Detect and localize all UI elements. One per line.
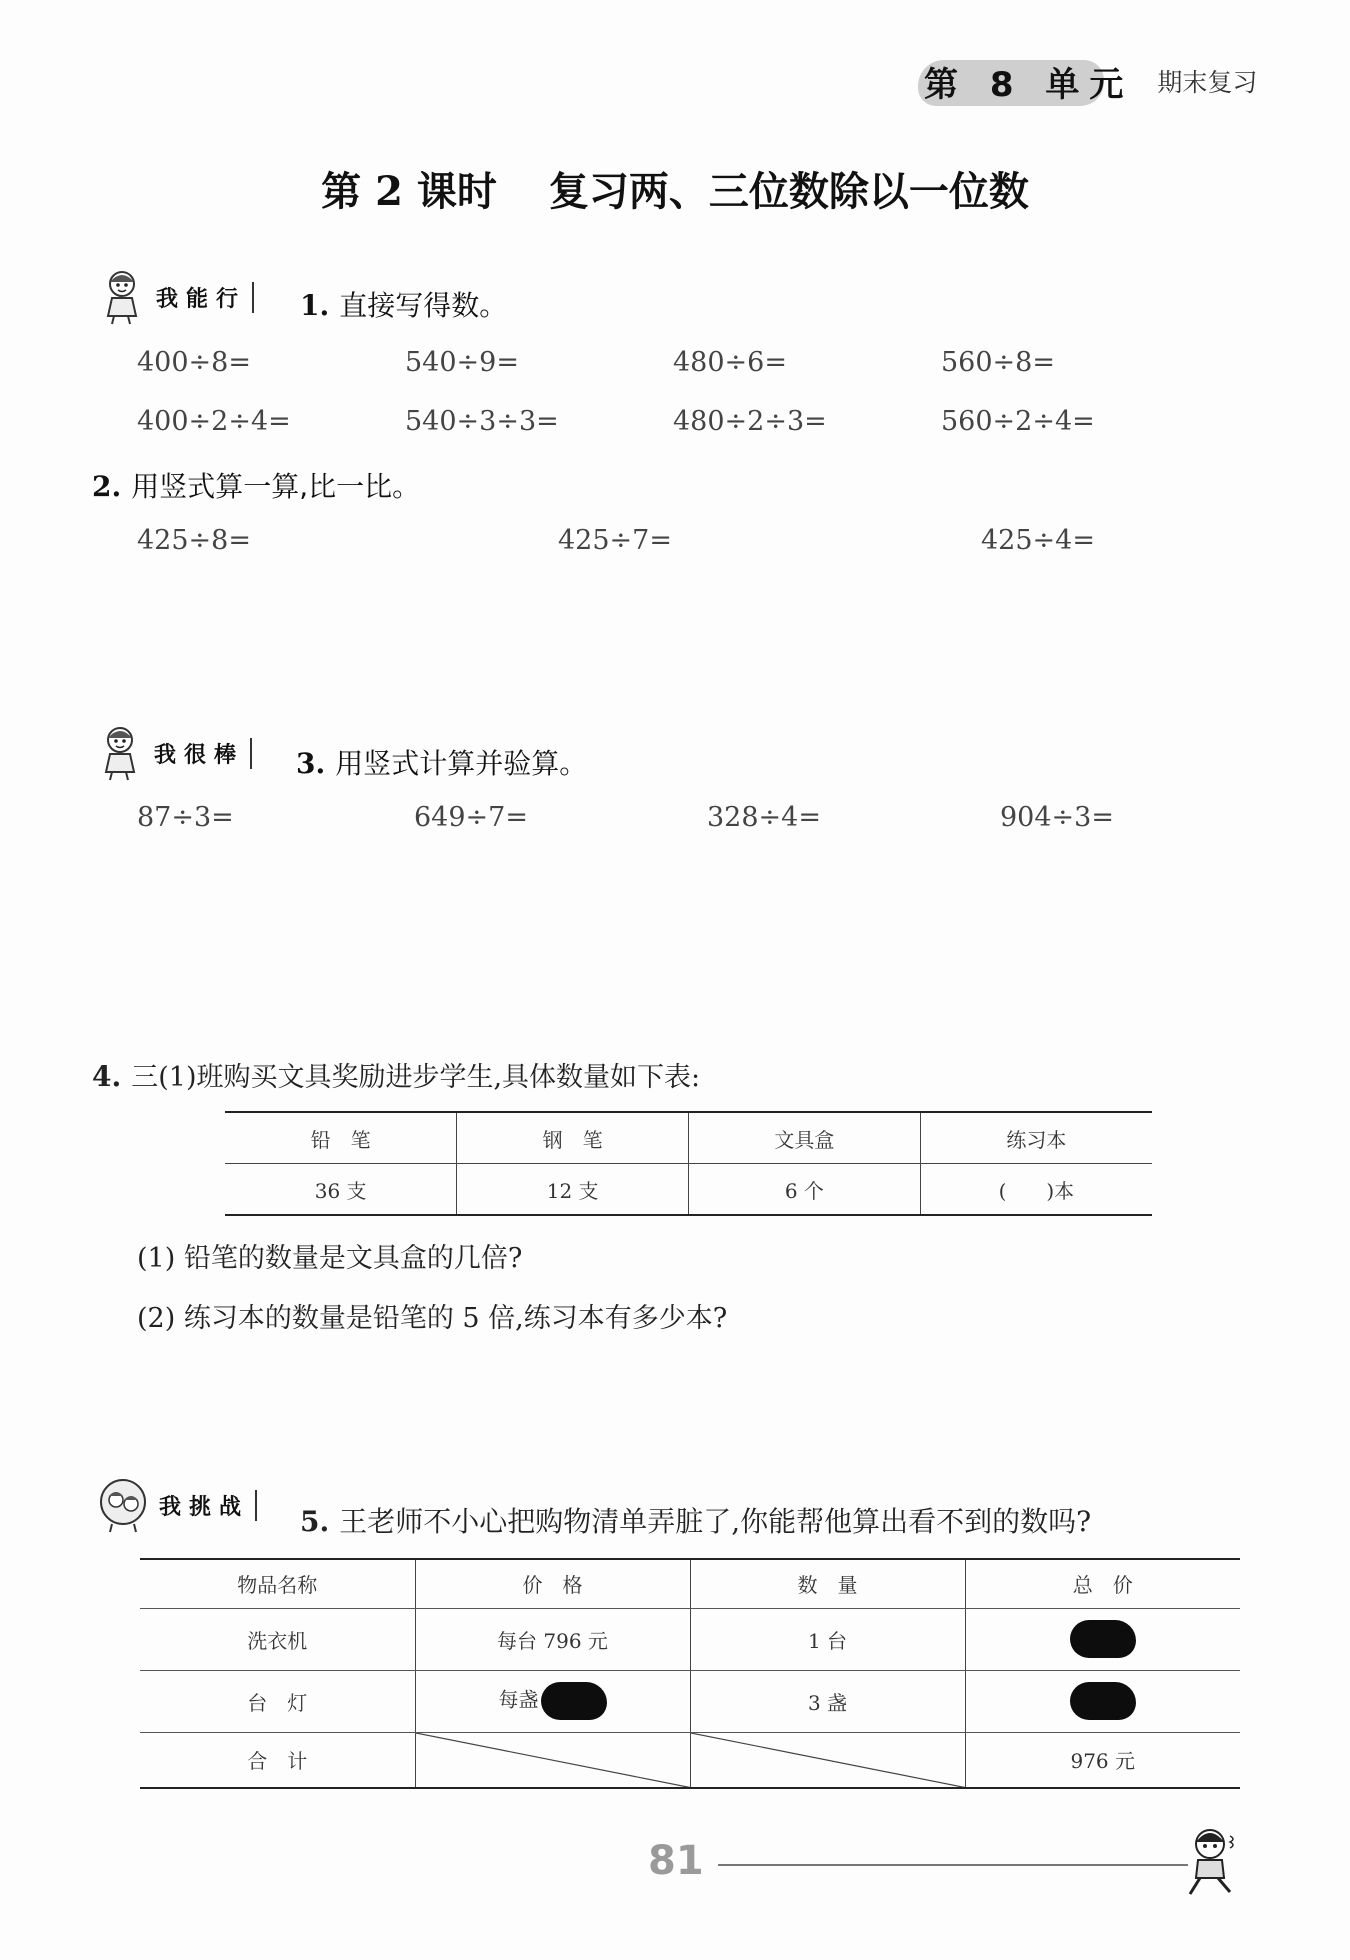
table-header-cell: 钢 笔 bbox=[457, 1112, 689, 1164]
question-4-sub-2: (2) 练习本的数量是铅笔的 5 倍,练习本有多少本? bbox=[137, 1303, 728, 1334]
table-cell-crossed bbox=[690, 1732, 965, 1788]
table-header-cell: 数 量 bbox=[690, 1559, 965, 1608]
question-1-number: 1. bbox=[300, 289, 330, 322]
table-row bbox=[225, 1164, 1152, 1216]
diagonal-line bbox=[416, 1733, 690, 1788]
badge-label: 我很棒 bbox=[154, 738, 252, 769]
table-cell: ( )本 bbox=[920, 1164, 1152, 1216]
badge-label: 我挑战 bbox=[159, 1490, 257, 1521]
question-2-text: 用竖式算一算,比一比。 bbox=[131, 470, 421, 503]
q1-expr-7: 480÷2÷3= bbox=[673, 406, 827, 437]
q2-expr-3: 425÷4= bbox=[981, 525, 1095, 556]
q3-expr-2: 649÷7= bbox=[414, 802, 528, 833]
q3-expr-4: 904÷3= bbox=[1000, 802, 1114, 833]
q1-expr-6: 540÷3÷3= bbox=[405, 406, 559, 437]
price-prefix: 每盏 bbox=[498, 1687, 539, 1712]
table-header-cell: 物品名称 bbox=[140, 1559, 415, 1608]
table-row bbox=[140, 1608, 1240, 1670]
table-header-cell: 价 格 bbox=[415, 1559, 690, 1608]
table-header-cell: 总 价 bbox=[965, 1559, 1240, 1608]
ink-smudge bbox=[541, 1682, 607, 1720]
question-4-text: 三(1)班购买文具奖励进步学生,具体数量如下表: bbox=[131, 1062, 701, 1093]
question-4-sub-1: (1) 铅笔的数量是文具盒的几倍? bbox=[137, 1243, 523, 1274]
question-3-text: 用竖式计算并验算。 bbox=[335, 747, 588, 780]
q1-expr-5: 400÷2÷4= bbox=[137, 406, 291, 437]
table-header-row bbox=[140, 1559, 1240, 1608]
table-cell: 36 支 bbox=[225, 1164, 457, 1216]
table-cell: 12 支 bbox=[457, 1164, 689, 1216]
girl-mascot-icon bbox=[96, 724, 146, 782]
lesson-topic: 复习两、三位数除以一位数 bbox=[548, 168, 1029, 215]
question-4-number: 4. bbox=[92, 1060, 122, 1093]
table-header-cell: 铅 笔 bbox=[225, 1112, 457, 1164]
q1-expr-4: 560÷8= bbox=[941, 347, 1055, 378]
table-header-cell: 练习本 bbox=[920, 1112, 1152, 1164]
footer-rule bbox=[718, 1864, 1188, 1866]
q3-expr-1: 87÷3= bbox=[137, 802, 234, 833]
table-cell bbox=[415, 1670, 690, 1732]
table-cell: 合 计 bbox=[140, 1732, 415, 1788]
unit-subtitle: 期末复习 bbox=[1157, 68, 1258, 97]
table-cell-crossed bbox=[415, 1732, 690, 1788]
badge-label: 我能行 bbox=[156, 282, 254, 313]
table-cell: 1 台 bbox=[690, 1608, 965, 1670]
stationery-table bbox=[225, 1111, 1152, 1216]
question-4-title bbox=[92, 1055, 700, 1094]
question-5-text: 王老师不小心把购物清单弄脏了,你能帮他算出看不到的数吗? bbox=[339, 1505, 1092, 1538]
table-cell: 每台 796 元 bbox=[415, 1608, 690, 1670]
question-1-text: 直接写得数。 bbox=[339, 289, 508, 322]
question-5-number: 5. bbox=[300, 1505, 330, 1538]
running-boy-icon bbox=[1180, 1826, 1250, 1900]
table-header-cell: 文具盒 bbox=[689, 1112, 921, 1164]
question-3-number: 3. bbox=[296, 747, 326, 780]
question-1-title bbox=[300, 284, 507, 324]
table-cell: 台 灯 bbox=[140, 1670, 415, 1732]
table-cell: 3 盏 bbox=[690, 1670, 965, 1732]
badge-wo-neng-xing bbox=[98, 268, 254, 326]
question-2-number: 2. bbox=[92, 470, 122, 503]
lesson-number: 第 2 课时 bbox=[321, 168, 497, 215]
table-cell-smudged bbox=[965, 1608, 1240, 1670]
unit-label: 第 8 单元 bbox=[924, 64, 1134, 105]
question-2-title bbox=[92, 465, 420, 505]
q1-expr-1: 400÷8= bbox=[137, 347, 251, 378]
table-cell: 976 元 bbox=[965, 1732, 1240, 1788]
table-cell-smudged bbox=[965, 1670, 1240, 1732]
badge-wo-hen-bang bbox=[96, 724, 252, 782]
unit-tag bbox=[918, 56, 1257, 106]
diagonal-line bbox=[691, 1733, 965, 1788]
question-3-title bbox=[296, 742, 587, 782]
girl-mascot-icon bbox=[98, 268, 148, 326]
table-cell: 6 个 bbox=[689, 1164, 921, 1216]
q1-expr-2: 540÷9= bbox=[405, 347, 519, 378]
q2-expr-1: 425÷8= bbox=[137, 525, 251, 556]
table-row bbox=[140, 1732, 1240, 1788]
table-row bbox=[140, 1670, 1240, 1732]
q1-expr-8: 560÷2÷4= bbox=[941, 406, 1095, 437]
question-5-title bbox=[300, 1500, 1091, 1540]
q3-expr-3: 328÷4= bbox=[707, 802, 821, 833]
children-mascot-icon bbox=[95, 1476, 151, 1534]
ink-smudge bbox=[1070, 1620, 1136, 1658]
table-cell: 洗衣机 bbox=[140, 1608, 415, 1670]
q1-expr-3: 480÷6= bbox=[673, 347, 787, 378]
page-number: 81 bbox=[648, 1838, 704, 1884]
ink-smudge bbox=[1070, 1682, 1136, 1720]
table-header-row bbox=[225, 1112, 1152, 1164]
shopping-list-table bbox=[140, 1558, 1240, 1789]
badge-wo-tiao-zhan bbox=[95, 1476, 257, 1534]
lesson-title bbox=[0, 160, 1350, 217]
q2-expr-2: 425÷7= bbox=[558, 525, 672, 556]
